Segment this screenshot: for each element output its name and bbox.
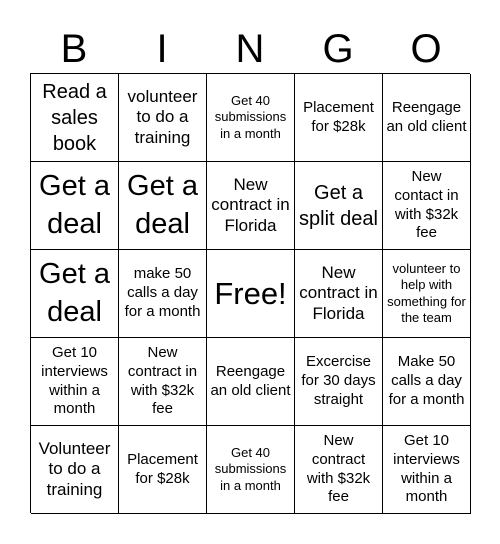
bingo-cell-r4-c3[interactable]: Reengage an old client [207, 338, 295, 426]
header-letter-g: G [322, 27, 354, 71]
bingo-card-grid [30, 73, 470, 513]
bingo-cell-r5-c4[interactable]: New contract with $32k fee [295, 426, 383, 514]
bingo-cell-r5-c5[interactable]: Get 10 interviews within a month [383, 426, 471, 514]
bingo-cell-r3-c2[interactable]: make 50 calls a day for a month [119, 250, 207, 338]
bingo-cell-r4-c2[interactable]: New contract in with $32k fee [119, 338, 207, 426]
bingo-cell-r5-c3[interactable]: Get 40 submissions in a month [207, 426, 295, 514]
header-letter-o: O [410, 27, 442, 71]
bingo-cell-r5-c1[interactable]: Volunteer to do a training [31, 426, 119, 514]
bingo-cell-r2-c1[interactable]: Get a deal [31, 162, 119, 250]
bingo-cell-r1-c1[interactable]: Read a sales book [31, 74, 119, 162]
bingo-cell-r3-c1[interactable]: Get a deal [31, 250, 119, 338]
bingo-cell-r1-c2[interactable]: volunteer to do a training [119, 74, 207, 162]
bingo-cell-r2-c3[interactable]: New contract in Florida [207, 162, 295, 250]
bingo-cell-free[interactable]: Free! [207, 250, 295, 338]
bingo-cell-r3-c4[interactable]: New contract in Florida [295, 250, 383, 338]
bingo-cell-r4-c4[interactable]: Excercise for 30 days straight [295, 338, 383, 426]
header-letter-n: N [235, 27, 265, 71]
bingo-cell-r4-c5[interactable]: Make 50 calls a day for a month [383, 338, 471, 426]
header-letter-i: I [156, 27, 168, 71]
bingo-cell-r4-c1[interactable]: Get 10 interviews within a month [31, 338, 119, 426]
bingo-cell-r2-c5[interactable]: New contact in with $32k fee [383, 162, 471, 250]
bingo-cell-r5-c2[interactable]: Placement for $28k [119, 426, 207, 514]
bingo-cell-r3-c5[interactable]: volunteer to help with something for the team [383, 250, 471, 338]
bingo-cell-r1-c5[interactable]: Reengage an old client [383, 74, 471, 162]
bingo-cell-r2-c2[interactable]: Get a deal [119, 162, 207, 250]
bingo-cell-r1-c4[interactable]: Placement for $28k [295, 74, 383, 162]
header-letter-b: B [60, 27, 88, 71]
bingo-cell-r1-c3[interactable]: Get 40 submissions in a month [207, 74, 295, 162]
bingo-header [30, 20, 470, 78]
bingo-cell-r2-c4[interactable]: Get a split deal [295, 162, 383, 250]
